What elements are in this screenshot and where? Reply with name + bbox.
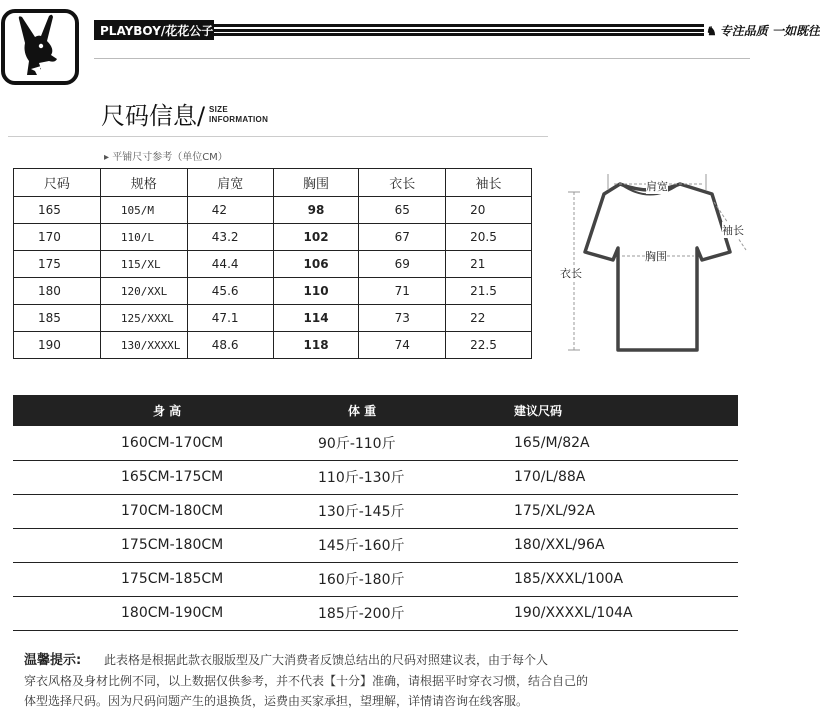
suggested-size-cell: 185/XXXL/100A bbox=[514, 562, 738, 596]
chest-label: 胸围 bbox=[645, 250, 667, 263]
length-cell: 73 bbox=[359, 305, 446, 332]
length-cell: 67 bbox=[359, 224, 446, 251]
size-cell: 180 bbox=[14, 278, 101, 305]
spec-cell: 125/XXXL bbox=[100, 305, 187, 332]
length-cell: 65 bbox=[359, 197, 446, 224]
height-cell: 175CM-185CM bbox=[13, 562, 318, 596]
slogan bbox=[706, 22, 820, 39]
tips-label: 温馨提示: bbox=[24, 653, 82, 668]
suggested-size-cell: 170/L/88A bbox=[514, 460, 738, 494]
sleeve-cell: 21.5 bbox=[446, 278, 532, 305]
table-header-row bbox=[14, 169, 532, 197]
suggested-size-cell: 180/XXL/96A bbox=[514, 528, 738, 562]
table-row bbox=[13, 426, 738, 460]
brand-bar-stripe bbox=[214, 24, 704, 36]
shoulder-cell: 47.1 bbox=[187, 305, 273, 332]
measurement-table bbox=[13, 168, 532, 359]
chest-cell: 118 bbox=[273, 332, 359, 359]
sleeve-cell: 20 bbox=[446, 197, 532, 224]
suggested-size-cell: 175/XL/92A bbox=[514, 494, 738, 528]
table-row bbox=[14, 278, 532, 305]
size-cell: 185 bbox=[14, 305, 101, 332]
sleeve-cell: 20.5 bbox=[446, 224, 532, 251]
shoulder-label: 肩宽 bbox=[646, 180, 668, 193]
rabbit-head-logo-icon bbox=[5, 13, 75, 81]
weight-cell: 130斤-145斤 bbox=[318, 494, 514, 528]
tips-text-line1: 此表格是根据此款衣服版型及广大消费者反馈总结出的尺码对照建议表，由于每个人 bbox=[104, 653, 549, 667]
spec-cell: 115/XL bbox=[100, 251, 187, 278]
weight-cell: 145斤-160斤 bbox=[318, 528, 514, 562]
title-divider bbox=[8, 136, 548, 137]
column-header: 体 重 bbox=[318, 395, 514, 426]
rabbit-icon: ♞ bbox=[706, 24, 717, 38]
suggested-size-cell: 190/XXXXL/104A bbox=[514, 596, 738, 630]
column-header: 规格 bbox=[100, 169, 187, 197]
length-cell: 71 bbox=[359, 278, 446, 305]
tips-section bbox=[24, 650, 744, 711]
size-cell: 190 bbox=[14, 332, 101, 359]
column-header: 衣长 bbox=[359, 169, 446, 197]
table-header-row bbox=[13, 395, 738, 426]
section-subtitle-line2: INFORMATION bbox=[209, 115, 269, 124]
shoulder-cell: 43.2 bbox=[187, 224, 273, 251]
table-row bbox=[14, 224, 532, 251]
sleeve-cell: 22.5 bbox=[446, 332, 532, 359]
column-header: 身 高 bbox=[13, 395, 318, 426]
sleeve-cell: 22 bbox=[446, 305, 532, 332]
shoulder-cell: 42 bbox=[187, 197, 273, 224]
logo bbox=[1, 9, 79, 85]
table-row bbox=[13, 528, 738, 562]
chest-cell: 106 bbox=[273, 251, 359, 278]
table-row bbox=[14, 305, 532, 332]
spec-cell: 120/XXL bbox=[100, 278, 187, 305]
sleeve-cell: 21 bbox=[446, 251, 532, 278]
table-row bbox=[13, 562, 738, 596]
size-cell: 175 bbox=[14, 251, 101, 278]
spec-cell: 105/M bbox=[100, 197, 187, 224]
height-cell: 160CM-170CM bbox=[13, 426, 318, 460]
table-row bbox=[13, 494, 738, 528]
column-header: 尺码 bbox=[14, 169, 101, 197]
section-title: 尺码信息/ bbox=[101, 102, 206, 130]
tips-text-line2: 穿衣风格及身材比例不同，以上数据仅供参考，并不代表【十分】准确，请根据平时穿衣习惯，结合自己的 bbox=[24, 674, 589, 688]
sleeve-label: 袖长 bbox=[722, 224, 744, 237]
section-subtitle-line1: SIZE bbox=[209, 105, 228, 114]
weight-cell: 110斤-130斤 bbox=[318, 460, 514, 494]
column-header: 肩宽 bbox=[187, 169, 273, 197]
chest-cell: 110 bbox=[273, 278, 359, 305]
height-cell: 165CM-175CM bbox=[13, 460, 318, 494]
weight-cell: 90斤-110斤 bbox=[318, 426, 514, 460]
size-cell: 165 bbox=[14, 197, 101, 224]
height-cell: 170CM-180CM bbox=[13, 494, 318, 528]
unit-note: ▸ 平铺尺寸参考（单位CM） bbox=[104, 152, 228, 163]
chest-cell: 102 bbox=[273, 224, 359, 251]
shoulder-cell: 45.6 bbox=[187, 278, 273, 305]
tips-line bbox=[24, 650, 744, 671]
recommendation-table bbox=[13, 395, 738, 631]
shoulder-cell: 48.6 bbox=[187, 332, 273, 359]
length-cell: 74 bbox=[359, 332, 446, 359]
section-subtitle bbox=[209, 105, 268, 125]
header-divider bbox=[94, 58, 750, 59]
weight-cell: 160斤-180斤 bbox=[318, 562, 514, 596]
height-cell: 175CM-180CM bbox=[13, 528, 318, 562]
column-header: 袖长 bbox=[446, 169, 532, 197]
brand-name: PLAYBOY/花花公子 bbox=[100, 24, 214, 38]
spec-cell: 110/L bbox=[100, 224, 187, 251]
height-cell: 180CM-190CM bbox=[13, 596, 318, 630]
spec-cell: 130/XXXXL bbox=[100, 332, 187, 359]
size-cell: 170 bbox=[14, 224, 101, 251]
chest-cell: 98 bbox=[273, 197, 359, 224]
table-row bbox=[14, 197, 532, 224]
suggested-size-cell: 165/M/82A bbox=[514, 426, 738, 460]
table-row bbox=[14, 251, 532, 278]
table-row bbox=[13, 596, 738, 630]
slogan-text: 专注品质 一如既往 bbox=[719, 24, 820, 38]
table-row bbox=[13, 460, 738, 494]
brand-bar bbox=[94, 20, 820, 40]
shoulder-cell: 44.4 bbox=[187, 251, 273, 278]
tips-text-line3: 体型选择尺码。因为尺码问题产生的退换货，运费由买家承担，望理解，详情请咨询在线客服。 bbox=[24, 694, 529, 708]
weight-cell: 185斤-200斤 bbox=[318, 596, 514, 630]
length-cell: 69 bbox=[359, 251, 446, 278]
chest-cell: 114 bbox=[273, 305, 359, 332]
column-header: 建议尺码 bbox=[514, 395, 738, 426]
table-row bbox=[14, 332, 532, 359]
length-label: 衣长 bbox=[560, 267, 582, 280]
tshirt-diagram bbox=[552, 164, 750, 374]
column-header: 胸围 bbox=[273, 169, 359, 197]
